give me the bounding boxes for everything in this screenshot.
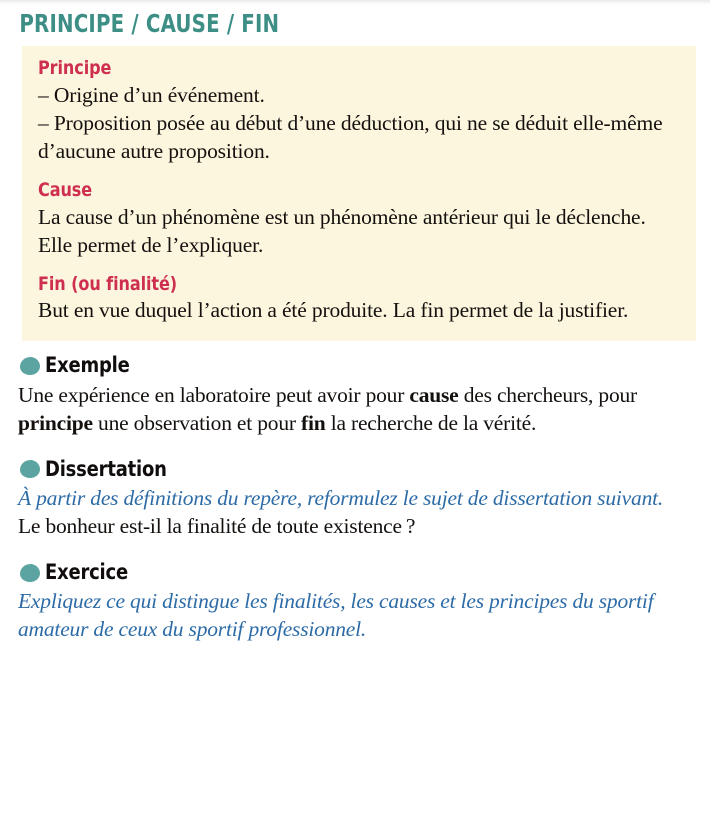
section-exercice-header <box>18 561 696 584</box>
section-exercice <box>18 540 696 643</box>
emphasis-cause: cause <box>409 382 459 407</box>
definition-line: – Proposition posée au début d’une déduction, qui ne se déduit elle-même d’aucune autre proposition. <box>38 111 663 163</box>
definition-body-principe <box>38 82 678 166</box>
definitions-box <box>22 46 696 341</box>
emphasis-principe: principe <box>18 410 93 435</box>
section-exercice-title: Exercice <box>45 560 128 585</box>
section-dissertation-title: Dissertation <box>45 456 167 481</box>
definition-body-cause: La cause d’un phénomène est un phénomène antérieur qui le déclenche. Elle permet de l’expliquer. <box>38 204 646 257</box>
teal-dot-icon <box>20 460 40 478</box>
section-dissertation-header <box>18 458 696 481</box>
text-run: la recherche de la vérité. <box>325 410 537 435</box>
teal-dot-icon <box>20 564 40 582</box>
definition-term-principe: Principe <box>38 57 112 80</box>
definition-term-fin: Fin (ou finalité) <box>38 272 178 295</box>
definition-line: – Origine d’un événement. <box>38 83 265 108</box>
definition-term-cause: Cause <box>38 178 93 201</box>
text-run: des chercheurs, pour <box>458 382 638 407</box>
definition-body-fin: But en vue duquel l’action a été produite. La fin permet de la justifier. <box>38 298 629 323</box>
section-exemple-header <box>18 354 696 377</box>
dissertation-instruction: À partir des définitions du repère, reformulez le sujet de dissertation suivant. <box>18 485 664 510</box>
page-title: PRINCIPE / CAUSE / FIN <box>19 9 280 38</box>
text-run: Une expérience en laboratoire peut avoir pour <box>18 382 410 407</box>
section-exemple <box>18 341 696 436</box>
text-run: une observation et pour <box>92 410 302 435</box>
section-dissertation <box>18 437 696 540</box>
teal-dot-icon <box>20 357 40 375</box>
section-exemple-body <box>18 381 696 437</box>
dissertation-subject: Le bonheur est-il la finalité de toute existence ? <box>18 514 416 539</box>
exercice-instruction: Expliquez ce qui distingue les finalités, les causes et les principes du sportif amateur de ceux du sportif professionnel. <box>18 589 654 642</box>
emphasis-fin: fin <box>301 410 326 435</box>
section-exemple-title: Exemple <box>45 353 130 378</box>
